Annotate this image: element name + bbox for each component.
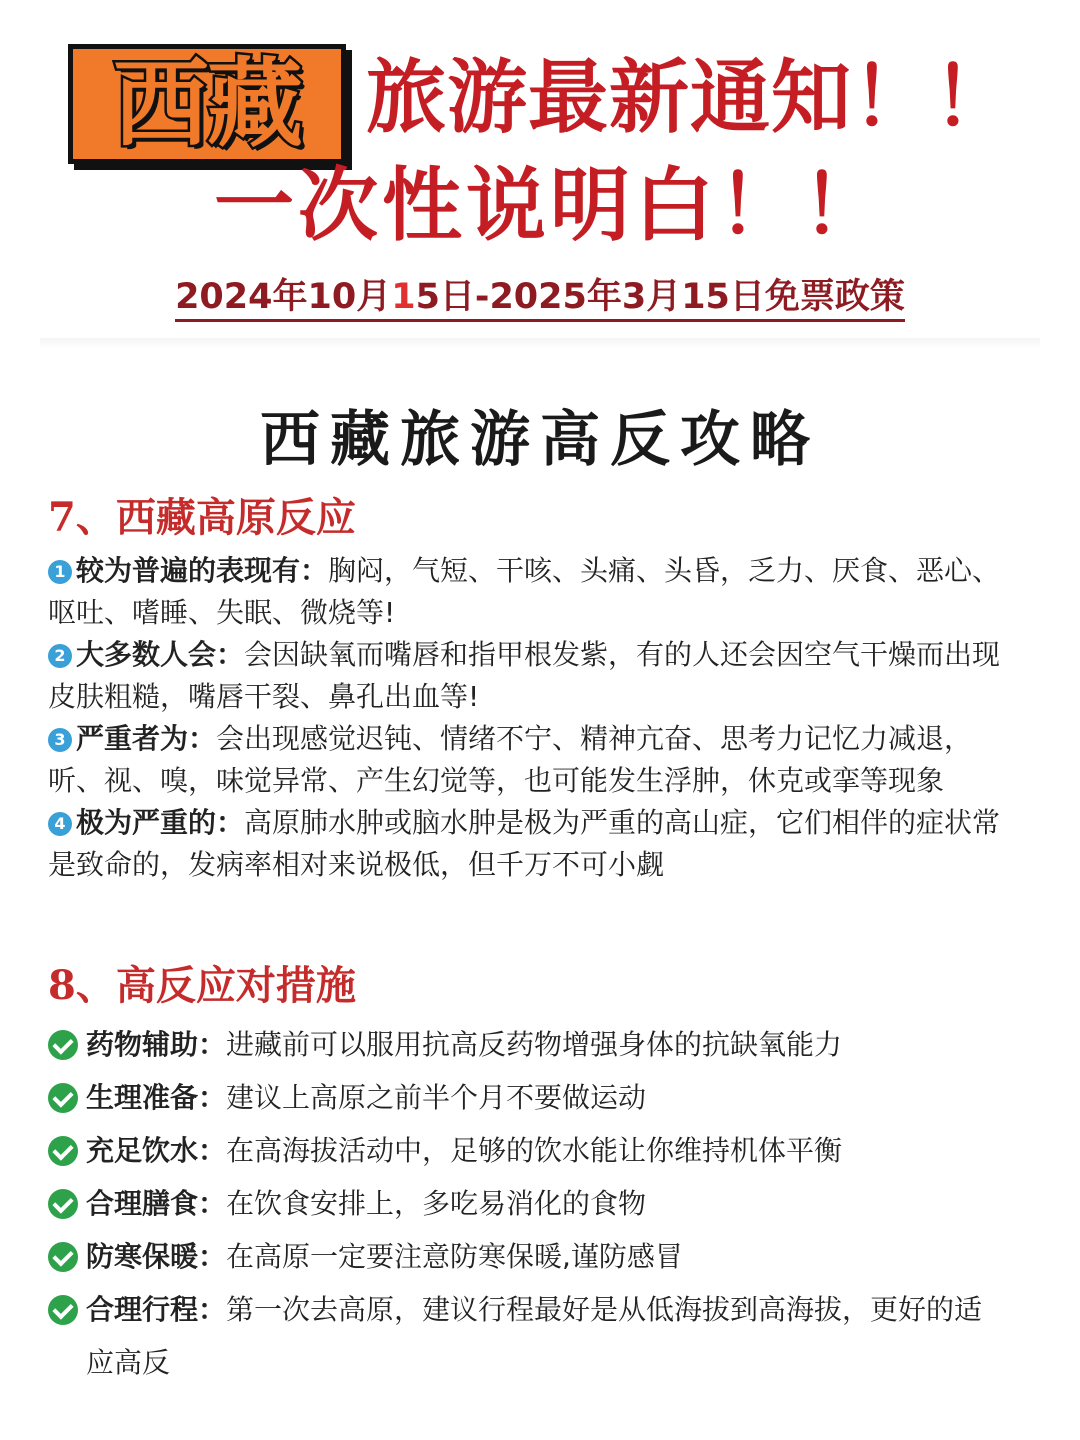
check-icon <box>48 1295 78 1325</box>
title-line-1: 旅游最新通知！！ <box>366 51 1014 144</box>
section-altitude-sickness <box>48 494 1008 886</box>
symptom-key: 大多数人会： <box>76 638 245 671</box>
symptom-item <box>48 718 1008 802</box>
main-title: 西藏旅游高反攻略 <box>260 405 820 475</box>
check-icon <box>48 1136 78 1166</box>
measure-item <box>48 1230 1008 1283</box>
number-badge-icon: 4 <box>48 812 72 836</box>
symptom-key: 较为普遍的表现有： <box>76 554 329 587</box>
tag-box <box>68 44 346 164</box>
divider <box>40 338 1040 348</box>
measure-text: 第一次去高原，建议行程最好是从低海拔到高海拔，更好的适应高反 <box>86 1293 983 1379</box>
section-7-heading: 7、西藏高原反应 <box>48 494 356 541</box>
number-badge-icon: 2 <box>48 644 72 668</box>
date-part-1: 2024年10月 <box>175 277 392 317</box>
measure-key: 防寒保暖： <box>86 1240 227 1273</box>
section-8-heading: 8、高反应对措施 <box>48 962 356 1009</box>
measure-item <box>48 1018 1008 1071</box>
symptom-key: 极为严重的： <box>76 806 245 839</box>
symptom-text: 会因缺氧而嘴唇和指甲根发紫，有的人还会因空气干燥而出现皮肤粗糙，嘴唇干裂、鼻孔出血等! <box>48 638 1001 713</box>
symptom-item <box>48 550 1008 634</box>
measure-key: 合理行程： <box>86 1293 227 1326</box>
check-icon <box>48 1083 78 1113</box>
measure-item <box>48 1177 1008 1230</box>
date-highlight: 1 <box>391 277 416 317</box>
measure-text: 在饮食安排上，多吃易消化的食物 <box>226 1187 647 1220</box>
measure-item <box>48 1071 1008 1124</box>
check-icon <box>48 1030 78 1060</box>
symptom-text: 高原肺水肿或脑水肿是极为严重的高山症，它们相伴的症状常是致命的，发病率相对来说极低，但千万不可小觑 <box>48 806 1001 881</box>
measure-text: 在高原一定要注意防寒保暖,谨防感冒 <box>226 1240 683 1273</box>
number-badge-icon: 1 <box>48 560 72 584</box>
measure-item <box>48 1124 1008 1177</box>
measure-text: 在高海拔活动中，足够的饮水能让你维持机体平衡 <box>226 1134 843 1167</box>
check-icon <box>48 1189 78 1219</box>
measure-key: 合理膳食： <box>86 1187 227 1220</box>
measure-key: 药物辅助： <box>86 1028 227 1061</box>
check-icon <box>48 1242 78 1272</box>
date-part-2: 5日-2025年3月15日免票政策 <box>415 277 905 317</box>
header-banner <box>0 0 1080 340</box>
measure-text: 建议上高原之前半个月不要做运动 <box>226 1081 647 1114</box>
number-badge-icon: 3 <box>48 728 72 752</box>
measure-key: 充足饮水： <box>86 1134 227 1167</box>
measure-item <box>48 1283 1008 1389</box>
symptom-key: 严重者为： <box>76 722 217 755</box>
measure-key: 生理准备： <box>86 1081 227 1114</box>
title-line-2: 一次性说明白！！ <box>214 159 886 252</box>
measure-text: 进藏前可以服用抗高反药物增强身体的抗缺氧能力 <box>226 1028 843 1061</box>
tag-text: 西藏 <box>113 48 301 160</box>
symptom-item <box>48 802 1008 886</box>
section-countermeasures <box>48 962 1008 1389</box>
symptom-text: 会出现感觉迟钝、情绪不宁、精神亢奋、思考力记忆力减退，听、视、嗅，味觉异常、产生幻觉等，也可能发生浮肿，休克或挛等现象 <box>48 722 973 797</box>
symptom-text: 胸闷，气短、干咳、头痛、头昏，乏力、厌食、恶心、呕吐、嗜睡、失眠、微烧等! <box>48 554 1001 629</box>
date-policy-line <box>0 276 1080 318</box>
symptom-item <box>48 634 1008 718</box>
